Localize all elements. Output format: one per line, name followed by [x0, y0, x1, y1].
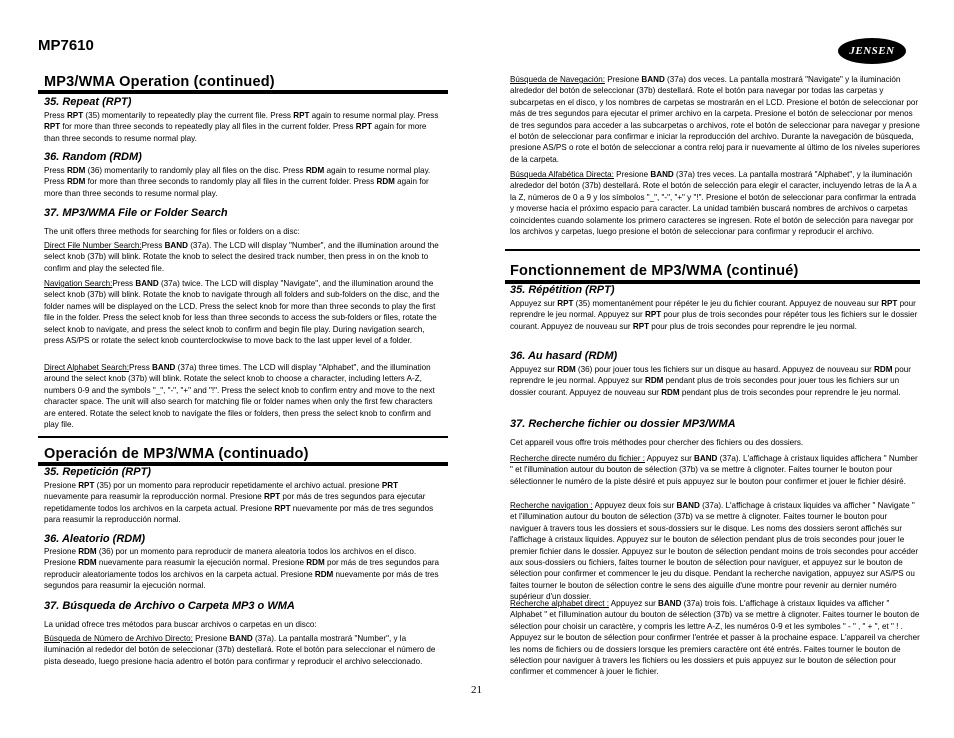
button-name: RPT: [274, 503, 291, 513]
para-fr-navigation: Recherche navigation : Appuyez deux fois sur BAND (37a). L'affichage à cristaux liquides va afficher " Navigate " et l'illumination autour du bouton de sélection (37b) va se mettre à clignoter. Faites tourner le bouton pour naviguer à travers tous les dossiers et sous-dossiers sur le disque. Les noms des dossiers seront affichés sur l'affichage à cristaux liquides. Appuyez sur le bouton de sélection pendant plus de trois secondes pour jouer le premier fichier dans le dossier. Appuyez sur le bouton de sélection pendant moins de trois secondes pour accéder aux sous-dossiers ou fichiers, faites tourner le bouton de sélection pour naviguer, et appuyez sur le bouton de sélection pour confirmer et commencer le jeu du disque. Pendant la recherche navigation, appuyez sur AS/PS ou faites tourner le bouton de sélection contre le sens des aiguille d'une montre pour revenir au dernier numéro supérieur d'un dossier.: [510, 501, 919, 602]
button-name: RPT: [264, 492, 281, 502]
para-fr-alphabet: Recherche alphabet direct : Appuyez sur BAND (37a) trois fois. L'affichage à cristaux liquides va afficher " Alphabet " et l'illumination autour du bouton de sélection (37b) va se mettre à clignoter. Faites tourner le bouton de sélection pour choisir un caractère, y compris les lettre A-Z, les numéros 0-9 et les symboles " - " , " + ", et " ! . Appuyez sur le bouton de sélection pour confirmer l'entrée et passer à la prochaine espace. L'appareil va chercher les noms de fichiers ou de dossiers lorsque les premiers caractère ont été entrés. Faites tourner le bouton de sélection pour naviguer à travers les fichiers ou les dossiers et puis appuyez sur le bouton de sélection pour confirmer et commencer à jouer le fichier.: [510, 599, 920, 677]
section-title-fr: Fonctionnement de MP3/WMA (continué): [510, 263, 799, 279]
para-es-number: Búsqueda de Número de Archivo Directo: Presione BAND (37a). La pantalla mostrará "Number", y la iluminación al rededor del botón de seleccionar (37b) destellará. Rote el botón para seleccionar el número de pista deseado, luego presione hacia adentro el botón para confirmar y reproducir el archivo seleccionado.: [44, 634, 436, 666]
page-number: 21: [471, 684, 482, 696]
button-name: BAND: [641, 75, 665, 84]
para-es-navigation: Búsqueda de Navegación: Presione BAND (37a) dos veces. La pantalla mostrará "Navigate" y la iluminación alrededor del botón de seleccionar (37b) destellará. Rote el botón para navegar por todas las carpetas y subcarpetas en el disco, y los nombres de carpetas se mostrarán en el LCD. Presione el botón de seleccionar por más de tres segundos para ejecutar el primer archivo en la carpeta. Presione el botón de seleccionar por menos de tres segundos para acceder a las subcarpetas o archivos, rote el botón de seleccionar para navegar y presione el botón de seleccionar para confirmar e iniciar la reproducción del archivo. Durante la navegación de búsqueda, presione AS/PS o rote el botón de seleccionar a contra reloj para ir nuevamente al último de los niveles superiores de la carpeta.: [510, 75, 920, 164]
button-name: RDM: [661, 387, 680, 397]
rule-es-top: [38, 436, 448, 438]
button-name: BAND: [164, 241, 188, 250]
button-name: RDM: [874, 365, 893, 374]
para-en-37-intro: The unit offers three methods for searching for files or folders on a disc:: [44, 227, 300, 236]
para-en-navigation: Navigation Search:Press BAND (37a) twice. The LCD will display "Navigate", and the illumination around the select knob (37b) will blink. Rotate the knob to navigate through all folders and sub-folders on the disc, and the folder names will be displayed on the LCD. Press the select knob for more than three seconds to play the first file in the folder. Press the select knob for less than three seconds to access the sub-folders or files, rotate the select knob to navigate, and press the select knob to confirm and begin file play. During navigation search, press AS/PS or rotate the select knob counterclockwise to move back to the last upper level of a folder.: [44, 279, 440, 346]
button-name: RPT: [293, 111, 310, 120]
para-es-alphabet: Búsqueda Alfabética Directa: Presione BAND (37a) tres veces. La pantalla mostrará "Alphabet", y la iluminación alrededor del botón (37b) destellará. Rote el botón de selección para elegir el caracter, incluyendo letras de la A a la Z, números de 0 a 9 y los símbolos "_", "-", "+" y "!". Presione el botón de seleccionar para confirmar la entrada y moverse hacia el próximo espacio para caracter. La unidad también buscará nombres de archivos o carpetas coincidentes cuando solamente los primero caracteres se ingresen. Rote el botón de selección para navegar por los archivos y carpetas, luego presione el botón de seleccionar para confirmar y reproducir el archivo.: [510, 170, 917, 237]
method-label: Direct Alphabet Search:: [44, 363, 130, 372]
section-title-en: MP3/WMA Operation (continued): [44, 74, 275, 90]
model-label: MP7610: [38, 37, 94, 54]
heading-fr-36: 36. Au hasard (RDM): [510, 350, 618, 362]
button-name: BAND: [676, 501, 700, 510]
button-name: RDM: [66, 177, 86, 187]
rule-en: [38, 90, 448, 94]
button-name: BAND: [694, 454, 718, 463]
heading-en-37: 37. MP3/WMA File or Folder Search: [44, 207, 228, 219]
heading-fr-35: 35. Répétition (RPT): [510, 284, 615, 296]
method-label: Direct File Number Search:: [44, 241, 142, 250]
method-label: Búsqueda de Número de Archivo Directo:: [44, 634, 193, 643]
para-fr-35: Appuyez sur RPT (35) momentanément pour répéter le jeu du fichier courant. Appuyez de nouveau sur RPT pour reprendre le jeu normal. Appuyez sur RPT pour plus de trois secondes pour répéter tous les fichiers sur le dossier courant. Appuyez de nouveau sur RPT pour plus de trois secondes pour reprendre le jeu normal.: [510, 299, 918, 331]
method-label: Recherche directe numéro du fichier :: [510, 454, 645, 463]
button-name: RDM: [78, 547, 97, 556]
button-name: RDM: [306, 558, 325, 568]
heading-en-36: 36. Random (RDM): [44, 151, 142, 163]
heading-fr-37: 37. Recherche fichier ou dossier MP3/WMA: [510, 418, 736, 430]
button-name: RPT: [78, 481, 95, 490]
method-label: Búsqueda de Navegación:: [510, 75, 605, 84]
para-fr-37-intro: Cet appareil vous offre trois méthodes pour chercher des fichiers ou des dossiers.: [510, 438, 804, 447]
para-es-37-intro: La unidad ofrece tres métodos para buscar archivos o carpetas en un disco:: [44, 620, 317, 629]
button-name: BAND: [658, 599, 682, 608]
method-label: Búsqueda Alfabética Directa:: [510, 170, 614, 179]
logo-text: JENSEN: [849, 45, 895, 57]
jensen-logo: [838, 38, 906, 64]
button-name: RPT: [632, 321, 650, 331]
para-fr-number: Recherche directe numéro du fichier : Appuyez sur BAND (37a). L'affichage à cristaux liquides affichera " Number " et l'illumination autour du bouton de sélection (37b) va se mettre à clignoter. Faites tourner le bouton pour sélectionner le numéro de la piste désiré et puis appuyez sur le bouton pour confirmer et jouer le fichier désiré.: [510, 454, 918, 486]
button-name: BAND: [152, 363, 176, 372]
para-fr-36: Appuyez sur RDM (36) pour jouer tous les fichiers sur un disque au hasard. Appuyez de nouveau sur RDM pour reprendre le jeu normal. Appuyez sur RDM pendant plus de trois secondes pour jouer tous les fichiers sur un dossier courant. Appuyez de nouveau sur RDM pendant plus de trois secondes pour reprendre le jeu normal.: [510, 365, 911, 397]
button-name: RDM: [557, 365, 576, 374]
button-name: RDM: [305, 166, 325, 175]
button-name: BAND: [650, 170, 674, 179]
method-label: Navigation Search:: [44, 279, 113, 288]
para-en-36: Press RDM (36) momentarily to randomly play all files on the disc. Press RDM again to resume normal play. Press RDM for more than three seconds to randomly play all files in the current folder. Press RDM again for more than three seconds to resume normal play.: [44, 166, 431, 198]
heading-es-36: 36. Aleatorio (RDM): [44, 533, 146, 545]
button-name: RPT: [66, 111, 84, 120]
para-en-file-number: Direct File Number Search:Press BAND (37a). The LCD will display "Number", and the illumination around the select knob (37b) will blink. Rotate the knob to select the desired track number, then press in on the knob to confirm and play the selected file.: [44, 241, 439, 273]
button-name: BAND: [229, 634, 253, 643]
method-label: Recherche alphabet direct :: [510, 599, 609, 608]
para-en-35: Press RPT (35) momentarily to repeatedly play the current file. Press RPT again to resume normal play. Press RPT for more than three seconds to repeatedly play all files in the current folder. Press RPT again for more than three seconds to resume normal play.: [44, 111, 439, 143]
button-name: RPT: [644, 310, 662, 320]
button-name: BAND: [135, 279, 159, 288]
para-es-36: Presione RDM (36) por un momento para reproducir de manera aleatoria todos los archivos en el disco. Presione RDM nuevamente para reasumir la ejecución normal. Presione RDM por más de tres segundos para reproducir aleatoriamente todos los archivos en la carpeta actual. Presione RDM nuevamente por más de tres segundos para reasumir la ejecución normal.: [44, 547, 440, 591]
method-label: Recherche navigation :: [510, 501, 593, 510]
heading-es-35: 35. Repetición (RPT): [44, 466, 151, 478]
button-name: RPT: [557, 299, 574, 308]
para-es-35: Presione RPT (35) por un momento para reproducir repetidamente el archivo actual. presione PRT nuevamente para reasumir la reproducción normal. Presione RPT por más de tres segundos para ejecutar repetidamente todos los archivos en la carpeta actual. Presione RPT nuevamente por más de tres segundos para reasumir la reproducción normal.: [44, 481, 434, 525]
button-name: RDM: [78, 558, 97, 568]
button-name: RPT: [44, 122, 61, 132]
button-name: RDM: [66, 166, 86, 175]
button-name: RDM: [376, 177, 395, 187]
button-name: RPT: [355, 122, 372, 132]
heading-es-37: 37. Búsqueda de Archivo o Carpeta MP3 o WMA: [44, 600, 295, 612]
heading-en-35: 35. Repeat (RPT): [44, 96, 132, 108]
button-name: RDM: [644, 376, 664, 386]
para-en-alphabet: Direct Alphabet Search:Press BAND (37a) three times. The LCD will display "Alphabet", and the illumination around the select knob (37b) will blink. Rotate the select knob to choose a character, including letters A-Z, numbers 0-9 and the symbols "_", "-", "+" and "!". Press the select knob to confirm entry and move to the next character space. The unit will also search for matching file or folder names when only the first few characters are entered. Rotate the select knob to navigate the files or folders, then press the select knob to confirm and play file.: [44, 363, 435, 430]
button-name: PRT: [381, 481, 399, 490]
button-name: RDM: [314, 569, 334, 579]
button-name: RPT: [881, 299, 898, 308]
rule-fr-top: [505, 249, 920, 251]
section-title-es: Operación de MP3/WMA (continuado): [44, 446, 309, 462]
